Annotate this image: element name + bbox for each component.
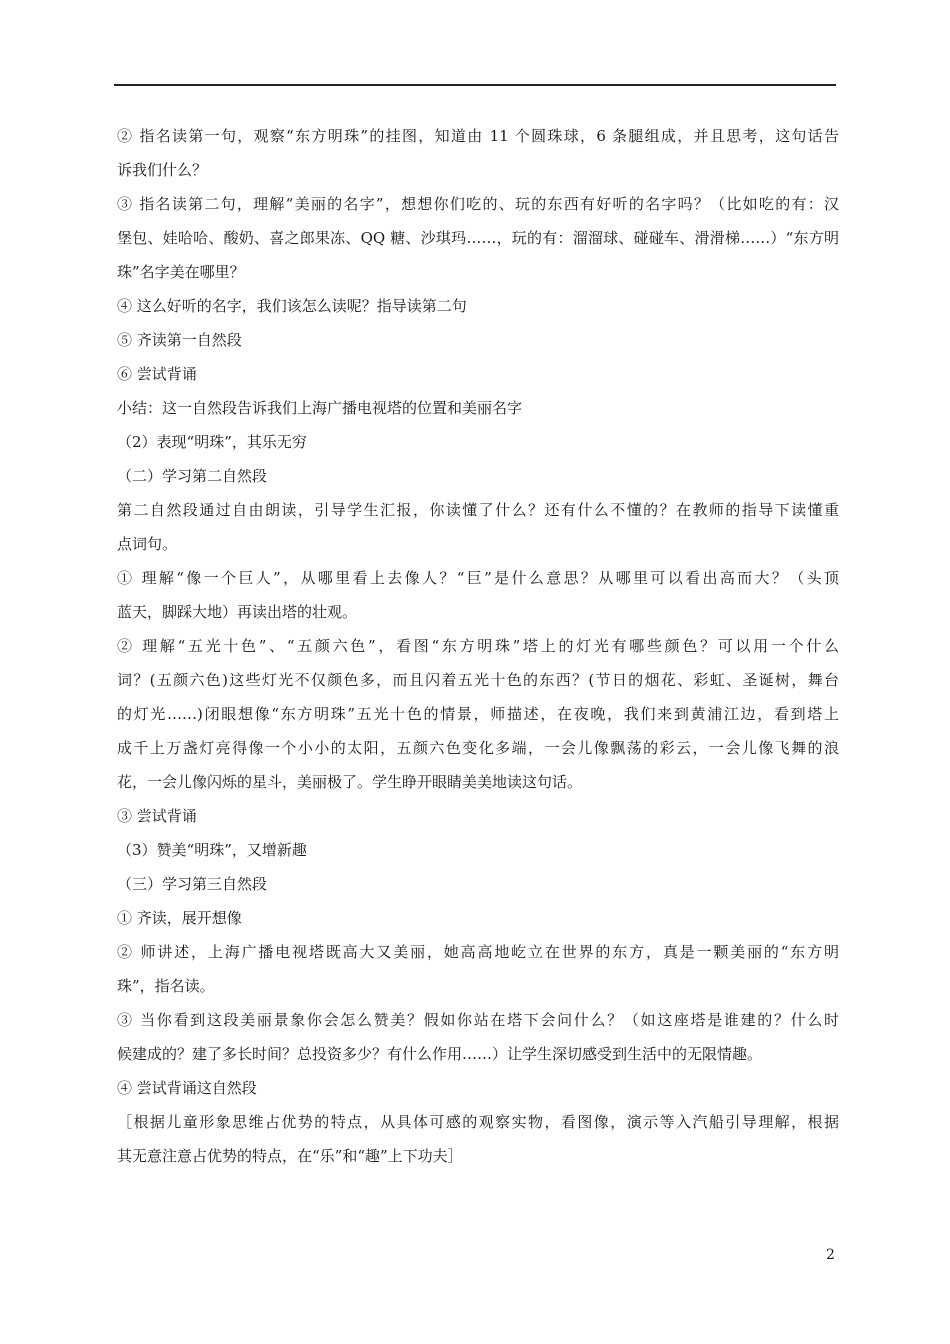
text-line: （二）学习第二自然段 bbox=[117, 467, 268, 485]
text-line: 诉我们什么？ bbox=[117, 161, 208, 179]
text-line: 候建成的？建了多长时间？总投资多少？有什么作用……）让学生深切感受到生活中的无限情趣。 bbox=[117, 1045, 763, 1063]
text-line: ⑥ 尝试背诵 bbox=[117, 365, 197, 383]
text-line: ① 理解“像一个巨人”，从哪里看上去像人？“巨”是什么意思？从哪里可以看出高而大？（头顶 bbox=[117, 569, 839, 587]
text-line: ③ 当你看到这段美丽景象你会怎么赞美？假如你站在塔下会问什么？（如这座塔是谁建的？什么时 bbox=[117, 1011, 839, 1029]
text-line: 珠”名字美在哪里？ bbox=[117, 263, 245, 281]
text-line: 珠”，指名读。 bbox=[117, 977, 215, 995]
text-line: 蓝天，脚踩大地）再读出塔的壮观。 bbox=[117, 603, 358, 621]
text-line: ② 指名读第一句，观察“东方明珠”的挂图，知道由 11 个圆珠球，6 条腿组成，并且思考，这句话告 bbox=[117, 127, 839, 145]
text-line: ② 师讲述，上海广播电视塔既高大又美丽，她高高地屹立在世界的东方，真是一颗美丽的“东方明 bbox=[117, 943, 839, 961]
text-line: ④ 尝试背诵这自然段 bbox=[117, 1079, 257, 1097]
text-line: 小结：这一自然段告诉我们上海广播电视塔的位置和美丽名字 bbox=[117, 399, 523, 417]
document-body bbox=[117, 119, 839, 1173]
text-line: ［根据儿童形象思维占优势的特点，从具体可感的观察实物，看图像，演示等入汽船引导理解，根据 bbox=[117, 1113, 839, 1131]
text-line: 堡包、娃哈哈、酸奶、喜之郎果冻、QQ 糖、沙琪玛……，玩的有：溜溜球、碰碰车、滑滑梯……）“东方明 bbox=[117, 229, 839, 247]
text-line: ③ 尝试背诵 bbox=[117, 807, 197, 825]
text-line: 成千上万盏灯亮得像一个小小的太阳，五颜六色变化多端，一会儿像飘荡的彩云，一会儿像飞舞的浪 bbox=[117, 739, 839, 757]
text-line: （2）表现“明珠”，其乐无穷 bbox=[117, 433, 307, 451]
text-line: ⑤ 齐读第一自然段 bbox=[117, 331, 242, 349]
text-line: 其无意注意占优势的特点，在“乐”和“趣”上下功夫］ bbox=[117, 1147, 463, 1165]
text-line: ③ 指名读第二句，理解“美丽的名字”，想想你们吃的、玩的东西有好听的名字吗？（比如吃的有：汉 bbox=[117, 195, 839, 213]
text-line: （三）学习第三自然段 bbox=[117, 875, 268, 893]
text-line: 花，一会儿像闪烁的星斗，美丽极了。学生睁开眼睛美美地读这句话。 bbox=[117, 773, 583, 791]
text-line: 词？(五颜六色)这些灯光不仅颜色多，而且闪着五光十色的东西？(节日的烟花、彩虹、圣诞树，舞台 bbox=[117, 671, 839, 689]
header-rule bbox=[114, 84, 836, 86]
text-line: ② 理解“五光十色”、“五颜六色”，看图“东方明珠”塔上的灯光有哪些颜色？可以用一个什么 bbox=[117, 637, 839, 655]
text-line: 第二自然段通过自由朗读，引导学生汇报，你读懂了什么？还有什么不懂的？在教师的指导下读懂重 bbox=[117, 501, 839, 519]
text-line: 点词句。 bbox=[117, 535, 178, 553]
page-number: 2 bbox=[826, 1247, 835, 1263]
text-line: ④ 这么好听的名字，我们该怎么读呢？指导读第二句 bbox=[117, 297, 467, 315]
text-line: ① 齐读，展开想像 bbox=[117, 909, 242, 927]
text-line: （3）赞美“明珠”，又增新趣 bbox=[117, 841, 307, 859]
text-line: 的灯光……)闭眼想像“东方明珠”五光十色的情景，师描述，在夜晚，我们来到黄浦江边，看到塔上 bbox=[117, 705, 839, 723]
